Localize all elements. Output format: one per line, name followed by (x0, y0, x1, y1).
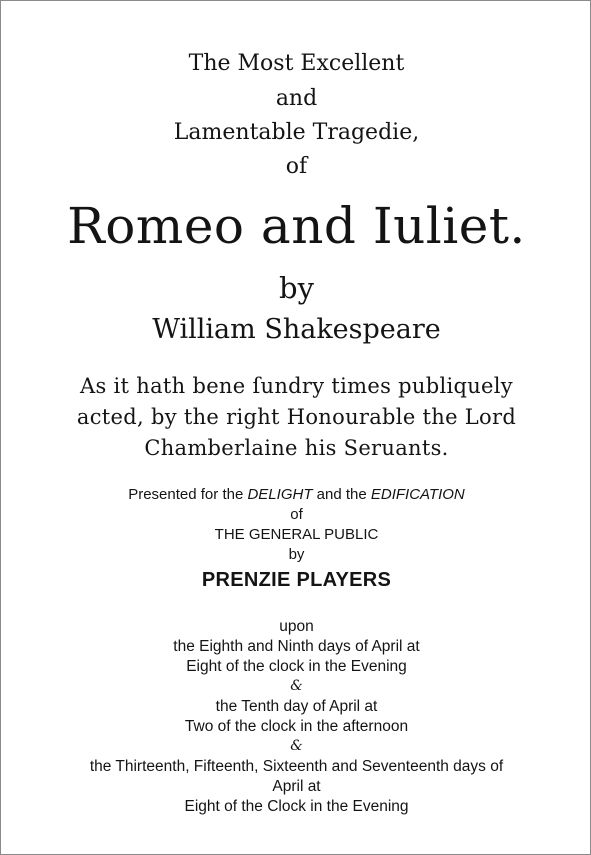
presented-middle: and the (312, 486, 371, 503)
performance-3-month: April at (272, 778, 321, 795)
presented-line (1, 486, 591, 503)
edification-word: EDIFICATION (370, 486, 465, 503)
company-name: PRENZIE PLAYERS (201, 569, 392, 591)
performance-2-date: the Tenth day of April at (215, 698, 378, 715)
ampersand-1: & (290, 678, 303, 694)
performance-3-dates: the Thirteenth, Fifteenth, Sixteenth and Seventeenth days of (89, 758, 504, 775)
presented-prefix: Presented for the (128, 486, 248, 503)
main-title: Romeo and Iuliet. (67, 197, 526, 255)
title-line-4: of (285, 154, 308, 179)
title-line-3: Lamentable Tragedie, (173, 120, 420, 145)
general-public: THE GENERAL PUBLIC (214, 526, 379, 543)
title-line-2: and (275, 86, 318, 111)
ampersand-2: & (290, 738, 303, 754)
performance-1-date: the Eighth and Ninth days of April at (173, 638, 420, 655)
author-name: William Shakespeare (152, 314, 441, 345)
performance-2-time: Two of the clock in the afternoon (184, 718, 409, 735)
acted-line-2: acted, by the right Honourable the Lord (76, 405, 517, 429)
acted-line-3: Chamberlaine his Seruants. (144, 436, 449, 460)
byline-by: by (279, 271, 314, 305)
title-line-1: The Most Excellent (188, 51, 405, 76)
presented-by: by (288, 546, 305, 563)
delight-word: DELIGHT (247, 486, 313, 503)
performance-3-time: Eight of the Clock in the Evening (184, 798, 409, 815)
performance-1-time: Eight of the clock in the Evening (186, 658, 407, 675)
acted-line-1: As it hath bene ſundry times publiquely (80, 374, 513, 398)
presented-of: of (290, 506, 303, 523)
upon-line: upon (279, 618, 314, 635)
